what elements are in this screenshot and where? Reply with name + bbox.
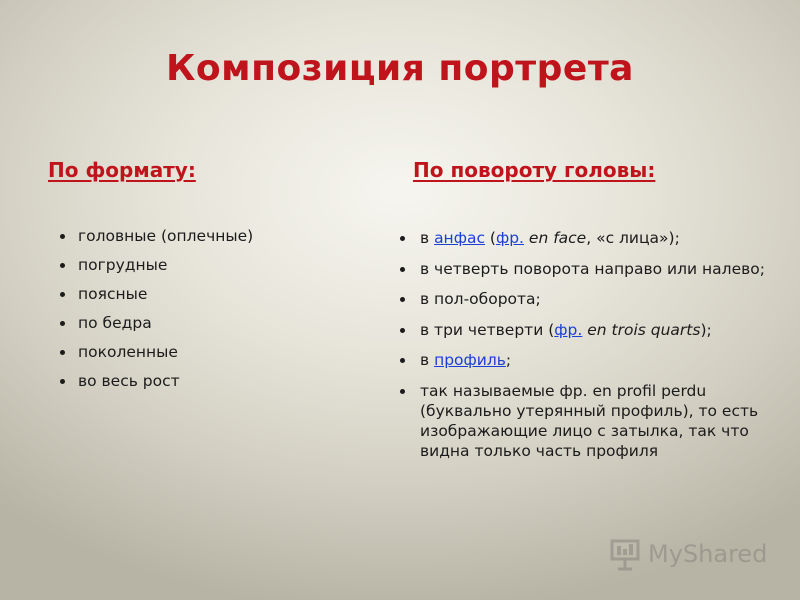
presentation-board-icon [608, 538, 642, 572]
text-segment: в [420, 229, 435, 247]
watermark-text: MyShared [648, 540, 768, 568]
text-segment: ( [484, 229, 496, 247]
watermark-logo [608, 538, 768, 572]
list-item: головные (оплечные) [78, 226, 378, 246]
link-fr[interactable]: фр. [495, 229, 524, 247]
list-item: по бедра [78, 313, 378, 333]
list-item: погрудные [78, 255, 378, 275]
list-item: поясные [78, 284, 378, 304]
text-segment: ; [505, 351, 512, 369]
list-item: поколенные [78, 342, 378, 362]
list-item-half: в пол-оборота; [420, 289, 770, 309]
text-segment: в три четверти ( [420, 320, 555, 339]
text-segment: в [420, 351, 435, 369]
list-item-profil-perdu: так называемые фр. en profil perdu (буквально утерянный профиль), то есть изображающие лицо с затылка, так что видна только часть профиля [420, 381, 770, 461]
italic-term: en trois quarts [587, 320, 701, 339]
format-list [78, 226, 378, 400]
link-profile[interactable]: профиль [434, 351, 506, 369]
text-segment: ); [700, 320, 712, 339]
list-item-quarter: в четверть поворота направо или налево; [420, 259, 770, 279]
list-item-profile [420, 350, 770, 370]
format-heading: По формату: [48, 158, 196, 182]
text-segment: , «с лица»); [586, 229, 680, 247]
head-turn-heading: По повороту головы: [413, 158, 656, 182]
list-item: во весь рост [78, 371, 378, 391]
head-turn-list [420, 228, 770, 471]
list-item-en-face [420, 228, 770, 248]
list-item-three-quarters [420, 320, 770, 340]
slide-title: Композиция портрета [166, 48, 634, 89]
link-anfas[interactable]: анфас [434, 229, 485, 247]
link-fr[interactable]: фр. [554, 320, 583, 339]
italic-term: en face [528, 229, 587, 247]
